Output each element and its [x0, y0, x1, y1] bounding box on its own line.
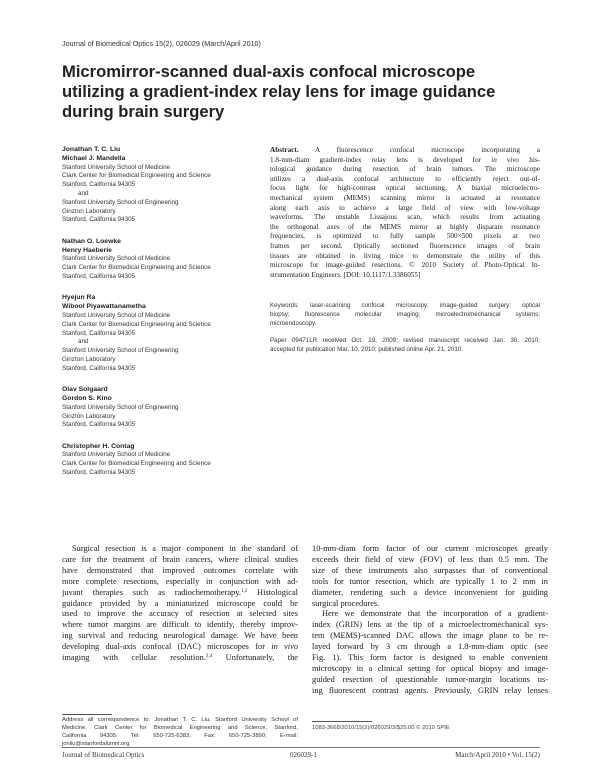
author-block — [62, 443, 262, 478]
abstract-line: tissues are obtained in living mice to demonstrate the utility of this — [270, 251, 540, 260]
body-text-line: where tumor margins are difficult to identify, thereby improv- — [62, 620, 298, 630]
body-text-line: juvant therapies such as radiochemotherapy.$^{1,2}$ Histological — [62, 587, 298, 597]
abstract-line: utilizes a dual-axis confocal architecture to efficiently reject out-of- — [270, 174, 540, 183]
affiliation-line: Clark Center for Biomedical Engineering and Science — [62, 460, 211, 468]
paper-history-line: Paper 09471LR received Oct. 19, 2009; revised manuscript received Jan. 30, 2010; — [270, 337, 540, 344]
body-text-line: ing fluorescent contrast agents. Previously, GRIN relay lenses — [312, 685, 548, 695]
title-line: utilizing a gradient-index relay lens for image guidance — [62, 82, 496, 101]
author-block — [62, 238, 262, 282]
affiliation-line: Clark Center for Biomedical Engineering and Science — [62, 172, 211, 180]
abstract-line: the orthogonal axes of the MEMS mirror at highly disparate resonance — [270, 222, 540, 231]
body-column-right — [312, 544, 548, 697]
body-text-line: guided resection of questionable tumor-margin locations us- — [312, 674, 548, 684]
affiliation-line: Stanford University School of Medicine — [62, 451, 171, 459]
footnote-line: California 94305. Tel: 650-725-6383; Fax: 650-725-3890; E-mail: — [62, 733, 298, 739]
title-line: Micromirror-scanned dual-axis confocal microscope — [62, 62, 476, 81]
body-text-line: used to improve the accuracy of resection at selected sites — [62, 609, 298, 619]
body-text-line: care for the treatment of brain cancers, where clinical studies — [62, 554, 298, 564]
affiliation-line: Stanford University School of Medicine — [62, 163, 171, 171]
abstract-line: waveforms. The unstable Lissajous scan, which results from actuating — [270, 213, 540, 222]
body-text-line: layed forward by 3 cm through a 1.8-mm-diam optic (see — [312, 642, 548, 652]
keywords-line: biopsy; fluorescence molecular imaging; microelectromechanical systems; — [270, 310, 540, 318]
affiliation-line: Stanford University School of Engineering — [62, 198, 179, 206]
affiliation-line: Stanford, California 94305 — [62, 469, 136, 477]
footnote-line: Address all correspondence to: Jonathan T. C. Liu, Stanford University School of — [62, 717, 298, 723]
footer-divider — [62, 747, 540, 748]
affiliation-line: Stanford, California 94305 — [62, 421, 136, 429]
affiliation-line: Stanford, California 94305 — [62, 181, 136, 189]
body-text-line: exceeds their field of view (FOV) of less than 0.5 mm. The — [312, 554, 548, 564]
keywords-line: Keywords: laser-scanning confocal microscopy; image-guided surgery; optical — [270, 302, 540, 309]
affiliation-line: and — [78, 338, 89, 346]
body-text-line: developing dual-axis confocal (DAC) microscopes for in vivo — [62, 642, 298, 652]
body-text-line: Here we demonstrate that the incorporation of a gradient- — [322, 609, 548, 619]
body-column-left — [62, 544, 298, 664]
author-name: Hyejun Ra — [62, 294, 96, 302]
author-name: Jonathan T. C. Liu — [62, 146, 121, 153]
author-block — [62, 386, 262, 430]
affiliation-line: Clark Center for Biomedical Engineering and Science — [62, 320, 211, 328]
issn-line: 1083-3668/2010/15(2)/026029/3/$25.00 © 2010 SPIE — [312, 725, 450, 731]
affiliation-line: Stanford, California 94305 — [62, 329, 136, 337]
article-title — [62, 62, 562, 122]
abstract-line: mechanical system (MEMS) scanning mirror is actuated at resonance — [270, 193, 540, 202]
footer-page-number: 026029-1 — [290, 751, 317, 759]
abstract-line: frequencies, is optimized to fully sample 500×500 pixels at two — [270, 232, 540, 241]
abstract-line: along each axis to achieve a large field of view with low-voltage — [270, 203, 540, 212]
body-text-line: Surgical resection is a major component in the standard of — [72, 544, 298, 553]
affiliation-line: and — [78, 189, 89, 197]
footnote-line: jonliu@stanfordalumni.org — [62, 741, 130, 747]
author-block — [62, 294, 262, 373]
abstract — [270, 146, 540, 280]
body-text-line: ing survival and reducing neurological damage. We have been — [62, 631, 298, 641]
keywords-line: microendoscopy. — [270, 319, 317, 327]
abstract-line: 1.8-mm-diam gradient-index relay lens is developed for in vivo his- — [270, 155, 541, 164]
author-name: Gordon S. Kino — [62, 394, 112, 402]
body-text-line: guidance provided by a miniaturized microscope could be — [62, 598, 298, 608]
author-name: Henry Haeberle — [62, 246, 112, 254]
body-text-line: diameter, rendering such a device inconvenient for guiding — [312, 587, 548, 597]
body-text-line: microscopy in a clinical setting for optical biopsy and image- — [312, 663, 548, 673]
author-block — [62, 146, 262, 225]
body-text-line: surgical procedures. — [312, 598, 380, 608]
abstract-label: Abstract. — [270, 146, 299, 154]
footnote-line: Medicine, Clark Center for Biomedical Engineering and Science, Stanford, — [62, 725, 298, 731]
abstract-line: Abstract. A fluorescence confocal microscope incorporating a — [270, 146, 541, 154]
title-line: during brain surgery — [62, 102, 225, 121]
affiliation-line: Ginzton Laboratory — [62, 412, 116, 420]
affiliation-line: Ginzton Laboratory — [62, 207, 116, 215]
body-text-line: have demonstrated that improved outcomes correlate with — [62, 565, 298, 575]
author-name: Michael J. Mandella — [62, 154, 126, 162]
affiliation-line: Clark Center for Biomedical Engineering and Science — [62, 264, 211, 272]
issn-divider — [312, 721, 372, 722]
affiliation-line: Stanford University School of Medicine — [62, 255, 171, 263]
paper-history — [270, 337, 540, 355]
affiliation-line: Ginzton Laboratory — [62, 355, 116, 363]
affiliation-line: Stanford University School of Engineering — [62, 403, 179, 411]
author-list — [62, 146, 262, 490]
body-text-line: imaging with cellular resolution.$^{3,4}$ Unfortunately, the — [62, 653, 298, 663]
correspondence-footnote — [62, 716, 298, 748]
paper-history-line: accepted for publication Mar. 10, 2010; published online Apr. 21, 2010. — [270, 345, 463, 353]
body-text-line: tools for tumor resection, which are typically 1 to 2 mm in — [312, 576, 548, 586]
footer-issue: March/April 2010 • Vol. 15(2) — [455, 751, 540, 759]
keywords — [270, 302, 540, 328]
abstract-line: strumentation Engineers. [DOI: 10.1117/1.3386055] — [270, 270, 421, 279]
affiliation-line: Stanford, California 94305 — [62, 272, 136, 280]
author-name: Nathan O. Loewke — [62, 237, 121, 245]
abstract-line: tological guidance during resection of brain tumors. The microscope — [270, 165, 540, 174]
body-text-line: Fig. 1). This form factor is designed to enable convenient — [312, 653, 548, 663]
affiliation-line: Stanford University School of Engineering — [62, 347, 179, 355]
affiliation-line: Stanford University School of Medicine — [62, 311, 171, 319]
body-text-line: tem (MEMS)-scanned DAC allows the image plane to be re- — [312, 631, 548, 641]
author-name: Christopher H. Contag — [62, 442, 135, 450]
footnote-divider — [62, 714, 112, 715]
affiliation-line: Stanford, California 94305 — [62, 216, 136, 224]
author-name: Wibool Piyawattanametha — [62, 303, 146, 311]
body-text-line: index (GRIN) lens at the tip of a microelectromechanical sys- — [312, 620, 548, 630]
author-name: Olav Solgaard — [62, 386, 108, 394]
affiliation-line: Stanford, California 94305 — [62, 364, 136, 372]
abstract-line: focus light for high-contrast optical sectioning. A biaxial microelectro- — [270, 184, 540, 193]
body-text-line: size of these instruments also surpasses that of conventional — [312, 565, 548, 575]
body-text-line: more complete resections, especially in conjunction with ad- — [62, 576, 298, 586]
footer-journal: Journal of Biomedical Optics — [62, 751, 145, 759]
abstract-line: microscope for image-guided resections. © 2010 Society of Photo-Optical In- — [270, 261, 540, 270]
abstract-line: frames per second. Optically sectioned fluorescence images of brain — [270, 241, 540, 250]
journal-header: Journal of Biomedical Optics 15(2), 026029 (March/April 2010) — [62, 39, 261, 48]
body-text-line: 10-mm-diam form factor of our current microscopes greatly — [312, 544, 548, 553]
